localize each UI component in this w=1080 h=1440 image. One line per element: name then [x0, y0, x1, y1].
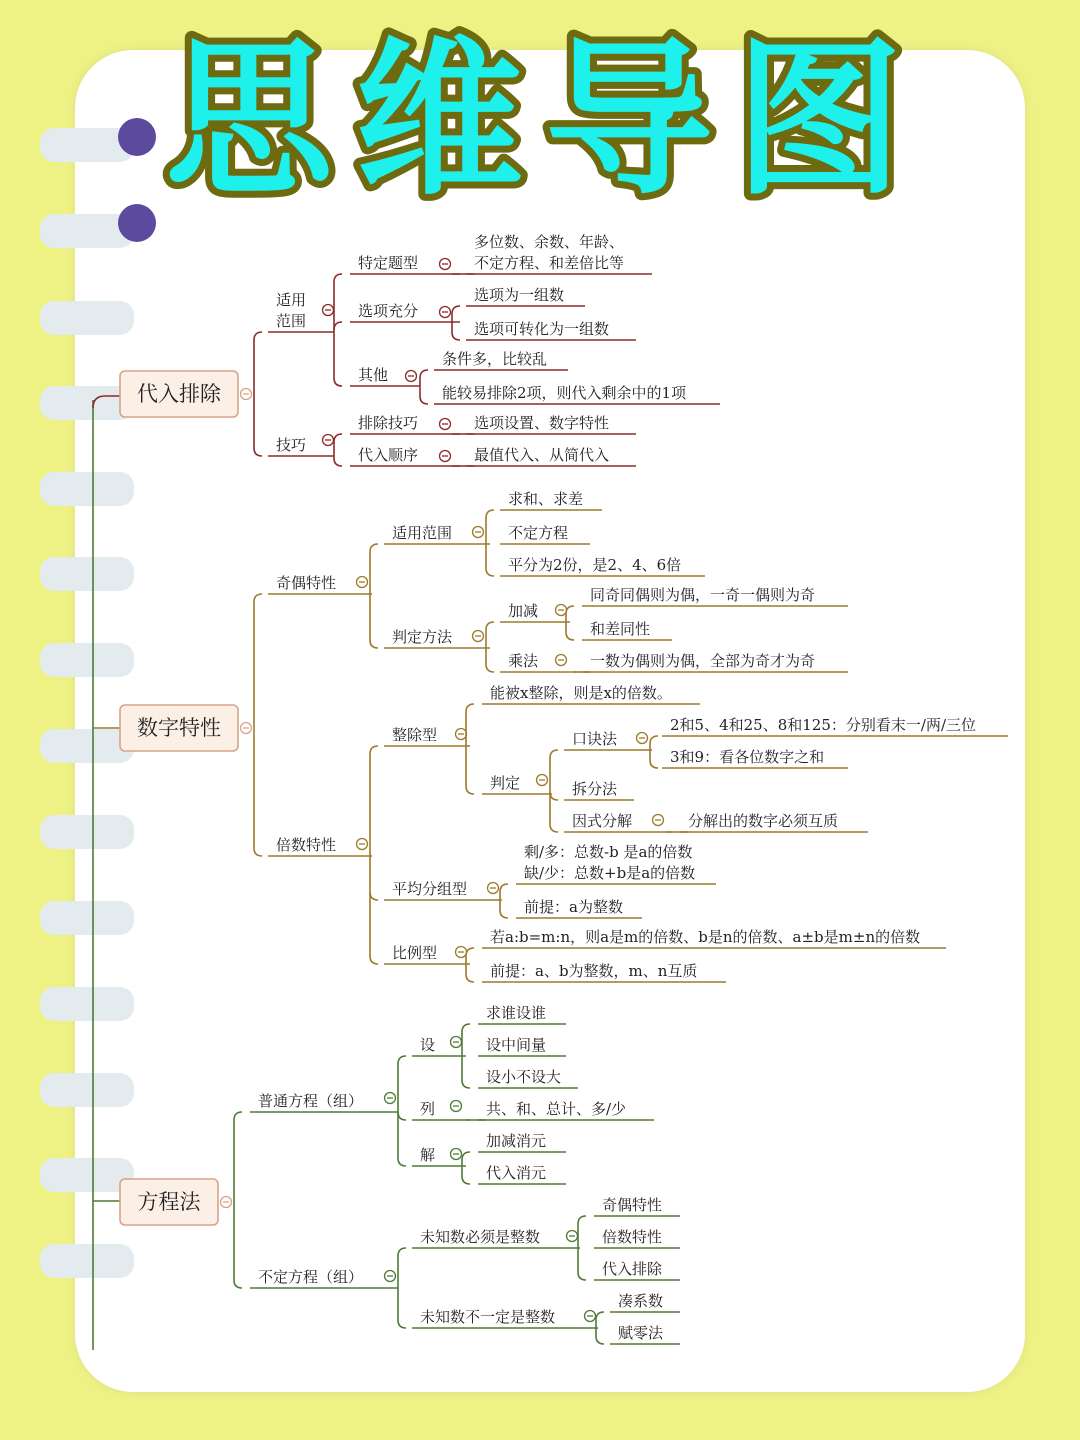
collapse-toggle-icon[interactable] [440, 419, 451, 430]
title-text: 思维导图 [165, 22, 925, 218]
connector-curve [370, 640, 378, 648]
leaf-node: 代入消元 [486, 1164, 547, 1182]
leaf-node: 多位数、余数、年龄、不定方程、和差倍比等 [474, 233, 625, 272]
collapse-toggle-icon[interactable] [241, 723, 252, 734]
collapse-toggle-icon[interactable] [653, 815, 664, 826]
connector-curve [566, 632, 574, 640]
leaf-node: 赋零法 [618, 1324, 664, 1342]
collapse-toggle-icon[interactable] [221, 1197, 232, 1208]
connector-curve [452, 332, 460, 340]
leaf-node: 不定方程 [508, 524, 569, 542]
connector-curve [254, 848, 262, 856]
root-node-r2[interactable] [120, 705, 238, 751]
branch-node: 不定方程（组） [258, 1268, 364, 1286]
connector-curve [550, 750, 558, 758]
collapse-toggle-icon[interactable] [488, 883, 499, 894]
connector-curve [334, 378, 342, 386]
branch-node: 技巧 [276, 436, 307, 454]
collapse-toggle-icon[interactable] [473, 631, 484, 642]
connector-curve [578, 1272, 586, 1280]
leaf-node: 若a:b=m:n，则a是m的倍数、b是n的倍数、a±b是m±n的倍数 [490, 928, 921, 946]
connector-curve [486, 622, 494, 630]
connector-curve [466, 786, 474, 794]
branch-node: 适用范围 [276, 291, 307, 330]
connector-curve [466, 974, 474, 982]
collapse-toggle-icon[interactable] [556, 655, 567, 666]
leaf-node: 一数为偶则为偶，全部为奇才为奇 [590, 652, 816, 670]
connector-curve [334, 274, 342, 282]
collapse-toggle-icon[interactable] [451, 1037, 462, 1048]
leaf-node: 3和9：看各位数字之和 [670, 748, 825, 766]
leaf-node: 平分为2份，是2、4、6倍 [508, 556, 682, 574]
collapse-toggle-icon[interactable] [440, 307, 451, 318]
leaf-node: 前提：a为整数 [524, 898, 623, 916]
connector-curve [596, 1312, 604, 1320]
connector-curve [93, 396, 120, 408]
connector-curve [462, 1024, 470, 1032]
leaf-node: 分解出的数字必须互质 [688, 812, 839, 830]
branch-node: 因式分解 [572, 812, 633, 830]
branch-node: 其他 [358, 366, 389, 384]
collapse-toggle-icon[interactable] [241, 389, 252, 400]
leaf-node: 前提：a、b为整数，m、n互质 [490, 962, 698, 980]
connector-curve [500, 910, 508, 918]
branch-node: 选项充分 [358, 302, 419, 320]
connector-curve [234, 1280, 242, 1288]
connector-curve [370, 544, 378, 552]
connector-curve [462, 1176, 470, 1184]
root-node-label: 方程法 [137, 1190, 201, 1214]
leaf-node: 选项为一组数 [474, 286, 565, 304]
branch-node: 普通方程（组） [258, 1092, 364, 1110]
leaf-node: 求和、求差 [508, 490, 584, 508]
collapse-toggle-icon[interactable] [440, 259, 451, 270]
connector-curve [466, 948, 474, 956]
collapse-toggle-icon[interactable] [357, 577, 368, 588]
branch-node: 特定题型 [358, 254, 419, 272]
branch-node: 整除型 [392, 726, 438, 744]
connector-curve [650, 760, 658, 768]
connector-curve [254, 448, 262, 456]
branch-node: 设 [420, 1036, 436, 1054]
connector-curve [370, 746, 378, 754]
connector-curve [550, 824, 558, 832]
collapse-toggle-icon[interactable] [385, 1271, 396, 1282]
collapse-toggle-icon[interactable] [451, 1101, 462, 1112]
leaf-node: 凑系数 [618, 1292, 664, 1310]
branch-node: 平均分组型 [392, 880, 468, 898]
connector-curve [398, 1320, 406, 1328]
leaf-node: 和差同性 [590, 620, 651, 638]
root-node-label: 数字特性 [137, 716, 221, 740]
collapse-toggle-icon[interactable] [323, 305, 334, 316]
collapse-toggle-icon[interactable] [567, 1231, 578, 1242]
leaf-node: 求谁设谁 [486, 1004, 547, 1022]
connector-curve [420, 370, 428, 378]
branch-node: 代入顺序 [358, 446, 419, 464]
collapse-toggle-icon[interactable] [357, 839, 368, 850]
branch-node: 排除技巧 [358, 414, 419, 432]
root-node-r3[interactable] [120, 1179, 218, 1225]
collapse-toggle-icon[interactable] [323, 435, 334, 446]
connector-curve [334, 322, 342, 330]
branch-node: 乘法 [508, 652, 539, 670]
leaf-node: 最值代入、从简代入 [474, 446, 610, 464]
leaf-node: 2和5、4和25、8和125：分别看末一/两/三位 [670, 716, 977, 734]
connector-curve [486, 510, 494, 518]
connector-curve [254, 594, 262, 602]
branch-node: 解 [420, 1146, 436, 1164]
leaf-node: 剩/多：总数-b 是a的倍数缺/少：总数+b是a的倍数 [524, 843, 696, 882]
leaf-node: 加减消元 [486, 1132, 547, 1150]
connector-curve [486, 568, 494, 576]
connector-curve [578, 1216, 586, 1224]
leaf-node: 选项设置、数字特性 [474, 414, 610, 432]
leaf-node: 拆分法 [572, 780, 618, 798]
leaf-node: 同奇同偶则为偶，一奇一偶则为奇 [590, 586, 816, 604]
collapse-toggle-icon[interactable] [440, 451, 451, 462]
connector-curve [370, 956, 378, 964]
connector-curve [334, 458, 342, 466]
connector-curve [398, 1248, 406, 1256]
connector-curve [650, 736, 658, 744]
connector-curve [398, 1112, 406, 1120]
branch-node: 口诀法 [572, 730, 618, 748]
branch-node: 未知数必须是整数 [420, 1228, 541, 1246]
leaf-node: 条件多，比较乱 [442, 350, 548, 368]
branch-node: 未知数不一定是整数 [420, 1308, 556, 1326]
connector-curve [452, 306, 460, 314]
connector-curve [486, 664, 494, 672]
branch-node: 奇偶特性 [276, 574, 337, 592]
branch-node: 比例型 [392, 944, 438, 962]
connector-curve [420, 396, 428, 404]
leaf-node: 共、和、总计、多/少 [486, 1100, 627, 1118]
connector-curve [370, 892, 378, 900]
collapse-toggle-icon[interactable] [556, 605, 567, 616]
branch-node: 倍数特性 [276, 836, 337, 854]
collapse-toggle-icon[interactable] [385, 1093, 396, 1104]
connector-curve [466, 704, 474, 712]
collapse-toggle-icon[interactable] [406, 371, 417, 382]
leaf-node: 设小不设大 [486, 1068, 562, 1086]
connector-curve [398, 1056, 406, 1064]
collapse-toggle-icon[interactable] [456, 729, 467, 740]
collapse-toggle-icon[interactable] [585, 1311, 596, 1322]
collapse-toggle-icon[interactable] [637, 733, 648, 744]
branch-node: 判定方法 [392, 628, 453, 646]
connector-curve [500, 884, 508, 892]
connector-curve [398, 1158, 406, 1166]
leaf-node: 选项可转化为一组数 [474, 320, 610, 338]
connector-curve [462, 1152, 470, 1160]
connector-curve [596, 1336, 604, 1344]
leaf-node: 能被x整除，则是x的倍数。 [490, 684, 672, 702]
connector-curve [462, 1080, 470, 1088]
branch-node: 列 [420, 1100, 436, 1118]
root-node-label: 代入排除 [137, 382, 221, 406]
connector-curve [254, 332, 262, 340]
leaf-node: 能较易排除2项，则代入剩余中的1项 [442, 384, 687, 402]
branch-node: 判定 [490, 774, 521, 792]
connector-curve [566, 606, 574, 614]
leaf-node: 设中间量 [486, 1036, 547, 1054]
collapse-toggle-icon[interactable] [451, 1149, 462, 1160]
branch-node: 加减 [508, 602, 539, 620]
collapse-toggle-icon[interactable] [456, 947, 467, 958]
collapse-toggle-icon[interactable] [473, 527, 484, 538]
connector-curve [234, 1112, 242, 1120]
leaf-node: 倍数特性 [602, 1228, 663, 1246]
leaf-node: 代入排除 [602, 1260, 663, 1278]
collapse-toggle-icon[interactable] [537, 775, 548, 786]
leaf-node: 奇偶特性 [602, 1196, 663, 1214]
root-node-r1[interactable] [120, 371, 238, 417]
connector-curve [334, 434, 342, 442]
branch-node: 适用范围 [392, 524, 453, 542]
